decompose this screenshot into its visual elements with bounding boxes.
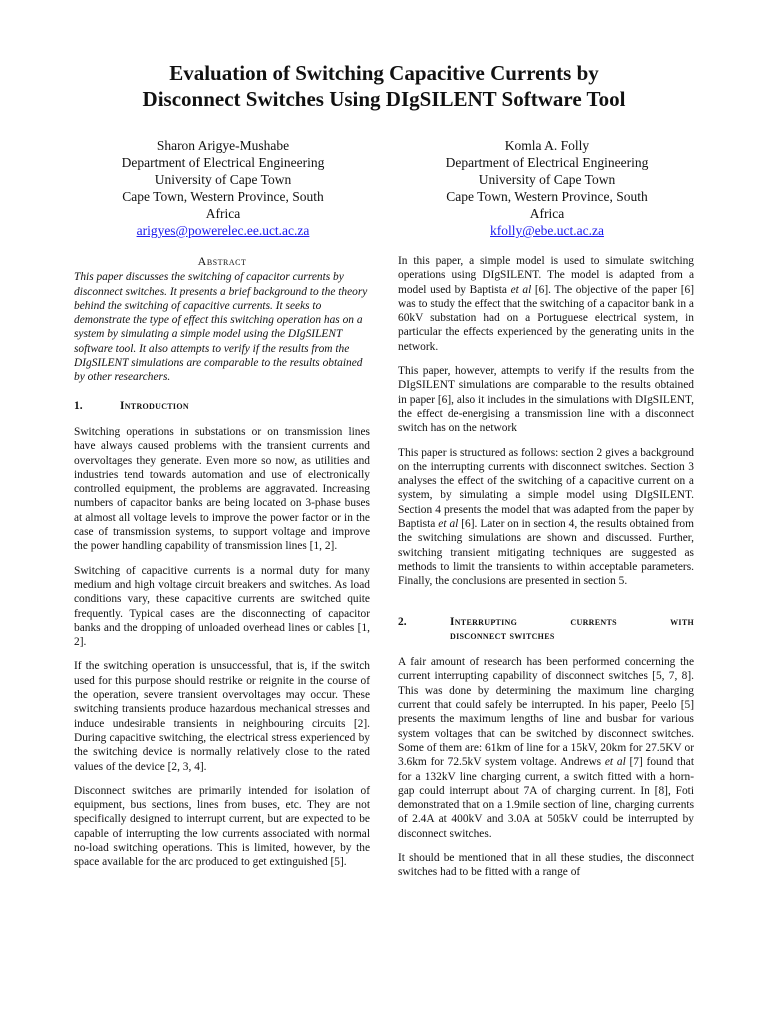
section-number: 1. [74, 399, 83, 412]
author-university: University of Cape Town [478, 172, 616, 187]
paper-title-line-2: Disconnect Switches Using DIgSILENT Software Tool [142, 87, 626, 111]
paragraph: This paper is structured as follows: section 2 gives a background on the interrupting currents with disconnect switches. Section 3 analyses the effect of the switching of a capacitive current on a system, by simulating a simple model using DIgSILENT. Section 4 presents the model that was adapted from the paper by Baptista et al [6]. Later on in section 4, the results obtained from the switching simulations are shown and discussed. Further, switching transient mitigating techniques are suggested as methods to limit the transients to within acceptable parameters. Finally, the conclusions are presented in section 5. [398, 446, 694, 588]
author-address-line-2: Africa [205, 206, 241, 221]
author-block-1 [78, 137, 368, 239]
abstract-heading: Abstract [197, 254, 247, 268]
paragraph: In this paper, a simple model is used to simulate switching operations using DIgSILENT. The model is adapted from a model used by Baptista et al [6]. The objective of the paper [6] was to study the effect that the switching of a capacitor bank in a 60kV substation had on a Portuguese electrical system, in particular the effects experienced by the generating units in the network. [398, 255, 694, 353]
paragraph: If the switching operation is unsuccessful, that is, if the switch used for this purpose should restrike or reignite in the course of the operation, severe transient overvoltages may occur. These switching transients produce hazardous mechanical stresses and induce undesirable transients in neighbouring circuits [2]. During capacitive switching, the electrical stress experienced by the switching device is normally relatively close to the rated values of the device [2, 3, 4]. [74, 660, 370, 773]
author-email-link[interactable]: kfolly@ebe.uct.ac.za [490, 223, 604, 238]
section-number: 2. [398, 615, 407, 628]
paragraph: This paper, however, attempts to verify if the results from the DIgSILENT simulations are comparable to the results obtained in paper [6], also it includes in the simulations with DIgSILENT, the effect de-energising a transmission line with a disconnect switch has on the network [398, 365, 694, 435]
author-address-line-2: Africa [529, 206, 565, 221]
section-2-heading [398, 615, 694, 644]
section-title: Introduction [120, 399, 189, 412]
author-email-link[interactable]: arigyes@powerelec.ee.uct.ac.za [136, 223, 310, 238]
section-1-heading [74, 399, 370, 413]
author-address-line-1: Cape Town, Western Province, South [446, 189, 648, 204]
right-column [398, 254, 694, 890]
paragraph: Switching operations in substations or on transmission lines have always caused problems with the transient currents and overvoltages they generate. Even more so now, as utilities and industries tend towards automation and use of electronically controlled equipment, the problems are aggravated. Increasing numbers of capacitor banks are being located on 3-phase buses at almost all voltage levels to improve the power factor or in the case of transmission systems, to support voltage and improve the power handling capability of transmission lines [1, 2]. [74, 425, 370, 553]
paper-title [40, 60, 728, 112]
author-address-line-1: Cape Town, Western Province, South [122, 189, 324, 204]
author-department: Department of Electrical Engineering [121, 155, 325, 170]
author-name: Sharon Arigye-Mushabe [156, 138, 290, 153]
paper-title-line-1: Evaluation of Switching Capacitive Currents by [169, 61, 599, 85]
paragraph: A fair amount of research has been performed concerning the current interrupting capability of disconnect switches [5, 7, 8]. This was done by determining the maximum line charging current that could safely be interrupted. In his paper, Peelo [5] presents the maximum lengths of line and busbar for various system voltages that can be switched by disconnect switches. Some of them are: 61km of line for a 15kV, 20km for 27.5KV or 3.6km for 72.5kV system voltage. Andrews et al [7] found that for a 132kV line charging current, a switch fitted with a horn-gap could interrupt about 7A of charging current. In [8], Foti demonstrated that on a 1.9mile section of line, charging currents of 2.4A at 400kV and 3.0A at 505kV could be interrupted by disconnect switches. [398, 656, 694, 840]
author-department: Department of Electrical Engineering [445, 155, 649, 170]
paragraph: Switching of capacitive currents is a normal duty for many medium and high voltage circuit breakers and switches. As load conditions vary, these capacitive currents are switched quite frequently. Typical cases are the disconnecting of capacitor banks and the dropping of unloaded overhead lines or cables [1, 2]. [74, 564, 370, 649]
section-title: Interrupting currents with disconnect switches [450, 615, 694, 642]
abstract-text: This paper discusses the switching of capacitor currents by disconnect switches. It presents a brief background to the theory behind the switching of capacitive currents. It seeks to demonstrate the type of effect this switching operation has on a system by simulating a simple model using the DIgSILENT software tool. It also attempts to verify if the results from the DIgSILENT simulations are comparable to the results obtained by other researchers. [74, 271, 368, 384]
paragraph: Disconnect switches are primarily intended for isolation of equipment, bus sections, lines from buses, etc. They are not specifically designed to interrupt current, but are expected to be capable of interrupting the low currents associated with normal no-load switching operations. This is limited, however, by the space available for the arc produced to get extinguished [5]. [74, 784, 370, 869]
author-name: Komla A. Folly [504, 138, 590, 153]
left-column [74, 254, 370, 880]
paragraph: It should be mentioned that in all these studies, the disconnect switches had to be fitted with a range of [398, 851, 694, 879]
author-university: University of Cape Town [154, 172, 292, 187]
author-block-2 [402, 137, 692, 239]
